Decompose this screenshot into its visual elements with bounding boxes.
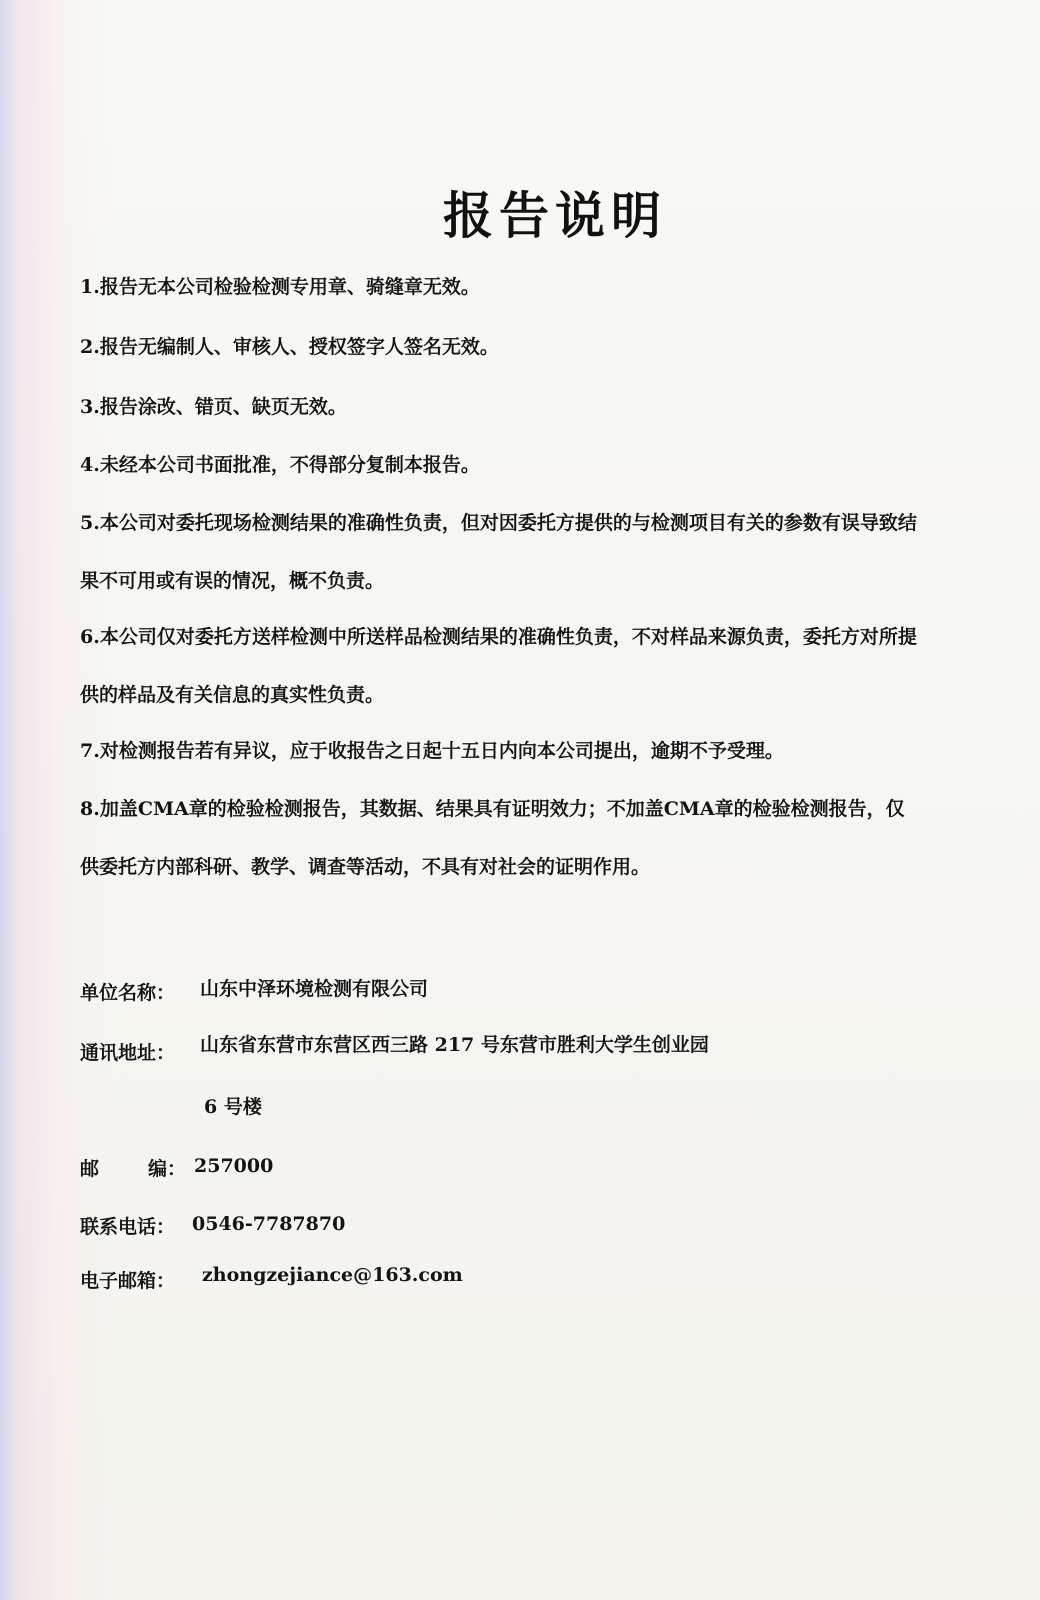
company-label: 单位名称： [80,982,176,1004]
rule-4: 4.未经本公司书面批准，不得部分复制本报告。 [80,454,480,476]
phone-value: 0546-7787870 [192,1213,346,1235]
rule-2: 2.报告无编制人、审核人、授权签字人签名无效。 [80,336,499,358]
rule-3: 3.报告涂改、错页、缺页无效。 [80,396,347,418]
company-value: 山东中泽环境检测有限公司 [200,978,429,1000]
email-label: 电子邮箱： [80,1270,176,1292]
rule-5: 5.本公司对委托现场检测结果的准确性负责，但对因委托方提供的与检测项目有关的参数有误导致结果不可用或有误的情况，概不负责。 [80,512,917,592]
postcode-label-a: 邮 [80,1158,100,1180]
rule-8: 8.加盖CMA章的检验检测报告，其数据、结果具有证明效力；不加盖CMA章的检验检测报告，仅供委托方内部科研、教学、调查等活动，不具有对社会的证明作用。 [80,798,905,878]
address-label: 通讯地址： [80,1042,176,1064]
rule-1: 1.报告无本公司检验检测专用章、骑缝章无效。 [80,276,480,298]
rule-7: 7.对检测报告若有异议，应于收报告之日起十五日内向本公司提出，逾期不予受理。 [80,740,784,762]
page-title: 报告说明 [443,187,667,245]
email-value: zhongzejiance@163.com [202,1264,463,1286]
postcode-value: 257000 [194,1155,274,1177]
address-value-line2: 6 号楼 [204,1096,262,1118]
rule-6: 6.本公司仅对委托方送样检测中所送样品检测结果的准确性负责，不对样品来源负责，委托方对所提供的样品及有关信息的真实性负责。 [80,626,917,706]
postcode-label-b: 编： [148,1158,187,1180]
address-value-line1: 山东省东营市东营区西三路 217 号东营市胜利大学生创业园 [200,1034,709,1056]
phone-label: 联系电话： [80,1216,176,1238]
